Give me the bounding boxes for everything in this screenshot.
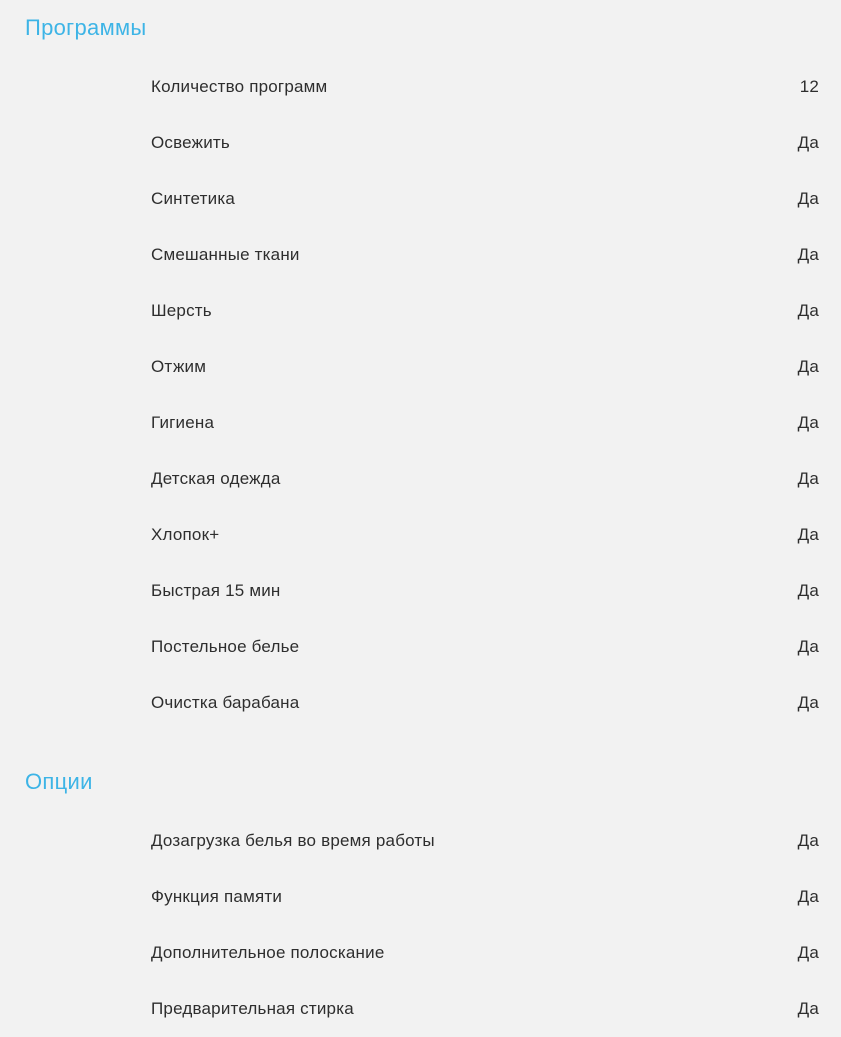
spec-label: Хлопок+: [151, 525, 220, 544]
spec-value: Да: [797, 357, 819, 376]
spec-value: Да: [797, 469, 819, 488]
section-rows: [0, 59, 841, 731]
spec-row: [0, 925, 841, 981]
spec-label: Синтетика: [151, 189, 235, 208]
spec-label: Очистка барабана: [151, 693, 300, 712]
spec-row: [0, 59, 841, 115]
spec-value: Да: [797, 943, 819, 962]
spec-label: Дополнительное полоскание: [151, 943, 385, 962]
spec-label: Функция памяти: [151, 887, 283, 906]
spec-row: [0, 115, 841, 171]
spec-row: [0, 339, 841, 395]
section-rows: [0, 813, 841, 1037]
spec-row: [0, 507, 841, 563]
spec-row: [0, 171, 841, 227]
section-title: Программы: [25, 15, 147, 40]
spec-row: [0, 395, 841, 451]
spec-row: [0, 869, 841, 925]
spec-value: Да: [797, 189, 819, 208]
spec-label: Отжим: [151, 357, 207, 376]
spec-value: Да: [797, 413, 819, 432]
spec-label: Освежить: [151, 133, 230, 152]
spec-label: Шерсть: [151, 301, 212, 320]
spec-label: Предварительная стирка: [151, 999, 354, 1018]
spec-value: Да: [797, 999, 819, 1018]
spec-row: [0, 563, 841, 619]
spec-value: 12: [799, 77, 819, 96]
spec-row: [0, 227, 841, 283]
spec-value: Да: [797, 525, 819, 544]
spec-label: Быстрая 15 мин: [151, 581, 281, 600]
spec-label: Количество программ: [151, 77, 328, 96]
spec-label: Детская одежда: [151, 469, 281, 488]
spec-row: [0, 283, 841, 339]
spec-value: Да: [797, 693, 819, 712]
spec-value: Да: [797, 831, 819, 850]
spec-value: Да: [797, 133, 819, 152]
spec-value: Да: [797, 245, 819, 264]
spec-row: [0, 813, 841, 869]
section-title: Опции: [25, 769, 93, 794]
spec-value: Да: [797, 301, 819, 320]
spec-label: Смешанные ткани: [151, 245, 300, 264]
spec-label: Постельное белье: [151, 637, 300, 656]
spec-value: Да: [797, 637, 819, 656]
spec-row: [0, 675, 841, 731]
spec-value: Да: [797, 887, 819, 906]
spec-row: [0, 981, 841, 1037]
spec-row: [0, 619, 841, 675]
spec-row: [0, 451, 841, 507]
spec-value: Да: [797, 581, 819, 600]
spec-label: Дозагрузка белья во время работы: [151, 831, 435, 850]
spec-label: Гигиена: [151, 413, 215, 432]
spec-section: [0, 768, 841, 1037]
